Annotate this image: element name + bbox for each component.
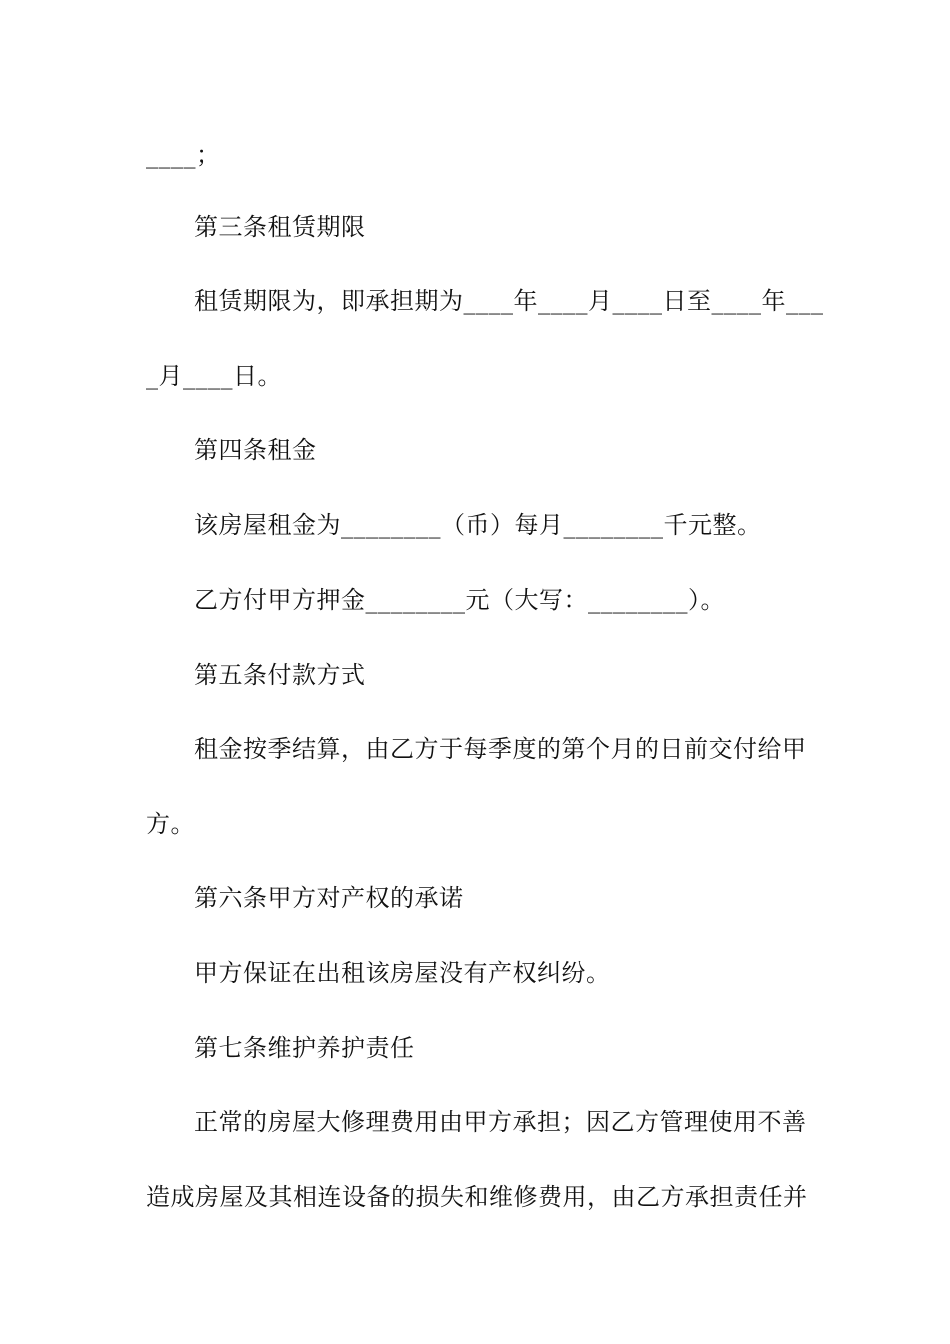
paragraph-line: 甲方保证在出租该房屋没有产权纠纷。 — [194, 959, 611, 987]
paragraph-line: 该房屋租金为________（币）每月________千元整。 — [194, 511, 762, 539]
paragraph-line: 造成房屋及其相连设备的损失和维修费用，由乙方承担责任并 — [146, 1183, 808, 1211]
section-heading: 第六条甲方对产权的承诺 — [194, 884, 464, 912]
section-heading: 第七条维护养护责任 — [194, 1034, 415, 1062]
paragraph-line: 租赁期限为，即承担期为____年____月____日至____年___ — [194, 287, 824, 315]
paragraph-line: 租金按季结算，由乙方于每季度的第个月的日前交付给甲 — [194, 735, 807, 763]
paragraph-line: _月____日。 — [146, 362, 282, 390]
section-heading: 第四条租金 — [194, 436, 317, 464]
paragraph-line: 正常的房屋大修理费用由甲方承担；因乙方管理使用不善 — [194, 1108, 807, 1136]
paragraph-line: 乙方付甲方押金________元（大写：________）。 — [194, 586, 725, 614]
paragraph-line: 方。 — [146, 810, 195, 838]
text-line: ____； — [146, 141, 221, 169]
section-heading: 第三条租赁期限 — [194, 213, 366, 241]
section-heading: 第五条付款方式 — [194, 661, 366, 689]
